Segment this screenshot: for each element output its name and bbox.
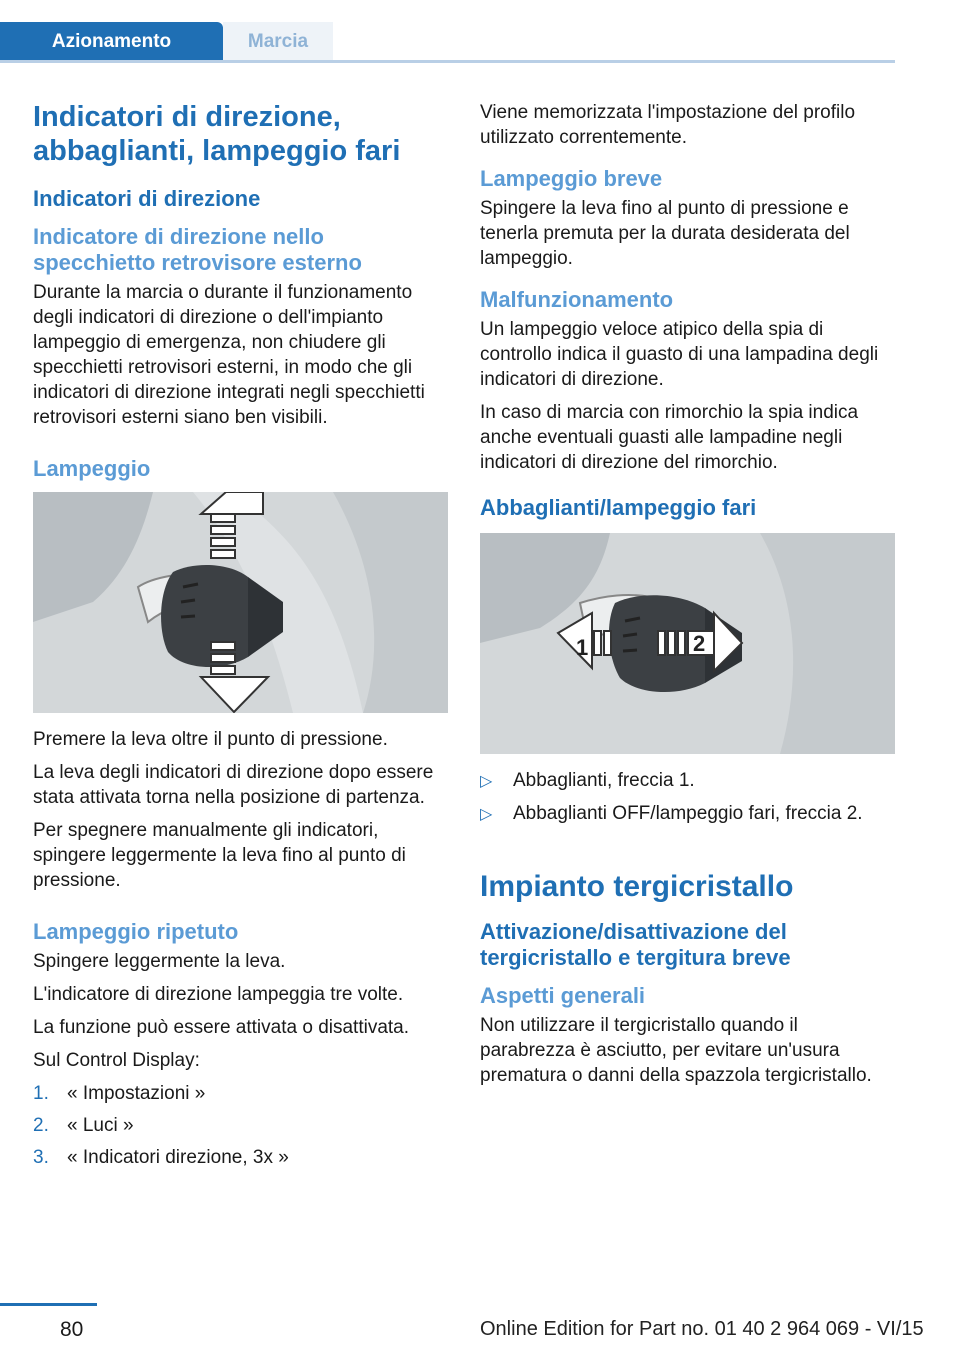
section-title: Indicatori di direzione, abbaglianti, lampeggio fari: [33, 101, 401, 167]
lampeggio-text-2: La leva degli indicatori di direzione dopo essere stata attivata torna nella posizione di partenza.: [33, 762, 434, 808]
ripetuto-text-3: La funzione può essere attivata o disattivata.: [33, 1017, 410, 1038]
lampeggio-breve-text: Spingere la leva fino al punto di pressione e tenerla premuta per la durata desiderata del lampeggio.: [480, 198, 850, 269]
list-item: [33, 1081, 448, 1106]
control-display-steps: [33, 1081, 448, 1170]
malfunzionamento-text-1: Un lampeggio veloce atipico della spia di controllo indica il guasto di una lampadina degli indicatori di direzione.: [480, 319, 879, 390]
step-text: « Impostazioni »: [67, 1083, 206, 1104]
mirror-indicator-text: Durante la marcia o durante il funzionamento degli indicatori di direzione o dell'impianto lampeggio di emergenza, non chiudere gli specchietti retrovisori esterni, in modo che gli indicatori di direzione integrati negli specchietti retrovisori esterni siano ben visibili.: [33, 282, 425, 428]
tergicristallo-title: Impianto tergicristallo: [480, 870, 794, 903]
edition-footer: Online Edition for Part no. 01 40 2 964 069 - VI/15: [480, 1318, 924, 1340]
footer-rule: [0, 1303, 97, 1306]
arrow-label-2: 2: [693, 631, 706, 656]
step-number: 2.: [33, 1115, 49, 1136]
subsection-title: Indicatori di direzione: [33, 186, 261, 211]
profile-text: Viene memorizzata l'impostazione del profilo utilizzato correntemente.: [480, 102, 856, 148]
triangle-bullet-icon: ▷: [480, 773, 493, 790]
list-item: [480, 801, 895, 827]
malfunzionamento-heading: Malfunzionamento: [480, 287, 674, 312]
turn-signal-lever-figure: [33, 492, 448, 713]
lampeggio-text-3: Per spegnere manualmente gli indicatori, spingere leggermente la leva fino al punto di pressione.: [33, 820, 406, 891]
aspetti-generali-heading: Aspetti generali: [480, 983, 646, 1008]
lampeggio-ripetuto-heading: Lampeggio ripetuto: [33, 919, 239, 944]
malfunzionamento-text-2: In caso di marcia con rimorchio la spia indica anche eventuali guasti alle lampadine negli indicatori di direzione del rimorchio.: [480, 402, 859, 473]
high-beam-lever-illustration: [480, 533, 895, 754]
aspetti-generali-text: Non utilizzare il tergicristallo quando il parabrezza è asciutto, per evitare un'usura prematura o danni della spazzola tergicristallo.: [480, 1015, 872, 1086]
abbaglianti-heading: Abbaglianti/lampeggio fari: [480, 495, 757, 520]
list-item: [33, 1113, 448, 1138]
header-rule: [0, 60, 895, 63]
tergicristallo-subtitle: Attivazione/disattivazione del tergicristallo e tergitura breve: [480, 919, 791, 970]
header-tabbar: [0, 22, 895, 62]
lampeggio-text-1: Premere la leva oltre il punto di pressione.: [33, 729, 388, 750]
step-number: 3.: [33, 1147, 49, 1168]
high-beam-bullets: [480, 768, 895, 827]
tab-azionamento[interactable]: Azionamento: [0, 22, 223, 62]
list-item: [33, 1145, 448, 1170]
tab-marcia[interactable]: Marcia: [223, 22, 333, 62]
list-item: [480, 768, 895, 794]
ripetuto-text-1: Spingere leggermente la leva.: [33, 951, 286, 972]
mirror-indicator-heading: Indicatore di direzione nello specchietto retrovisore esterno: [33, 224, 362, 275]
left-column: [33, 100, 448, 1178]
right-column: [480, 100, 895, 1096]
lampeggio-heading: Lampeggio: [33, 456, 151, 481]
step-text: « Luci »: [67, 1115, 134, 1136]
step-number: 1.: [33, 1083, 49, 1104]
lampeggio-breve-heading: Lampeggio breve: [480, 166, 663, 191]
bullet-text: Abbaglianti, freccia 1.: [513, 770, 695, 791]
ripetuto-text-2: L'indicatore di direzione lampeggia tre volte.: [33, 984, 404, 1005]
triangle-bullet-icon: ▷: [480, 806, 493, 823]
high-beam-lever-figure: [480, 533, 895, 754]
bullet-text: Abbaglianti OFF/lampeggio fari, freccia 2.: [513, 803, 863, 824]
turn-signal-lever-illustration: [33, 492, 448, 713]
ripetuto-text-4: Sul Control Display:: [33, 1050, 200, 1071]
page-number: 80: [60, 1318, 84, 1341]
step-text: « Indicatori direzione, 3x »: [67, 1147, 289, 1168]
arrow-label-1: 1: [576, 635, 589, 660]
